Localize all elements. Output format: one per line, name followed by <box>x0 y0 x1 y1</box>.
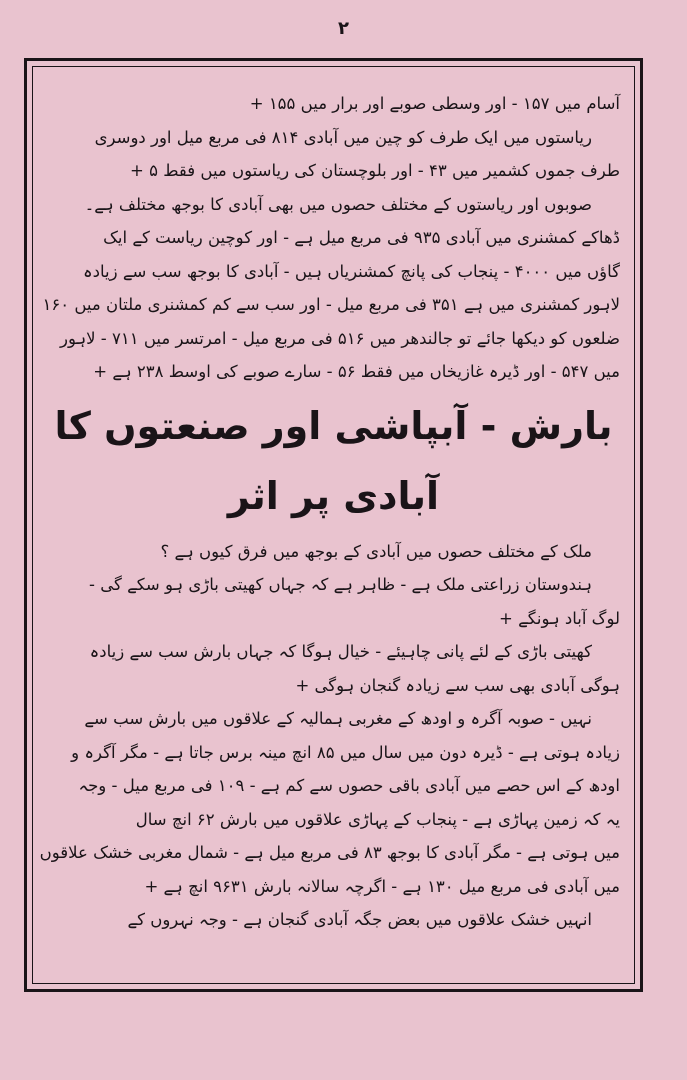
text-line: گاؤں میں ۴۰۰۰ - پنجاب کی پانچ کمشنریاں ہیں - آبادی کا بوجھ سب سے زیادہ <box>83 261 620 281</box>
text-line: کھیتی باڑی کے لئے پانی چاہیئے - خیال ہوگا کہ جہاں بارش سب سے زیادہ <box>89 642 592 661</box>
text-line: میں ہوتی ہے - مگر آبادی کا بوجھ ۸۳ فی مربع میل ہے - شمال مغربی خشک علاقوں <box>39 843 620 862</box>
text-line: طرف جموں کشمیر میں ۴۳ - اور بلوچستان کی ریاستوں میں فقط ۵ + <box>130 161 620 180</box>
text-line: ضلعوں کو دیکھا جائے تو جالندھر میں ۵۱۶ فی مربع میل - امرتسر میں ۷۱۱ - لاہور <box>59 328 620 348</box>
text-line: اودھ کے اس حصے میں آبادی باقی حصوں سے کم ہے - ۱۰۹ فی مربع میل - وجہ <box>78 776 620 795</box>
text-line: یہ کہ زمین پہاڑی ہے - پنجاب کے پہاڑی علاقوں میں بارش ۶۲ انچ سال <box>135 809 620 829</box>
text-line: ملک کے مختلف حصوں میں آبادی کے بوجھ میں فرق کیوں ہے ؟ <box>160 541 592 561</box>
text-line: صوبوں اور ریاستوں کے مختلف حصوں میں بھی آبادی کا بوجھ مختلف ہے۔ <box>84 194 592 214</box>
text-line: لوگ آباد ہونگے + <box>499 608 620 628</box>
text-line: ریاستوں میں ایک طرف کو چین میں آبادی ۸۱۴ فی مربع میل اور دوسری <box>94 127 592 147</box>
page-number: ۲ <box>338 18 349 39</box>
text-line: انہیں خشک علاقوں میں بعض جگہ آبادی گنجان ہے - وجہ نہروں کے <box>127 910 592 929</box>
text-line: میں آبادی فی مربع میل ۱۳۰ ہے - اگرچہ سالانہ بارش ۹۶۳۱ انچ ہے + <box>144 876 620 896</box>
text-line: زیادہ ہوتی ہے - ڈیرہ دون میں سال میں ۸۵ انچ مینہ برس جاتا ہے - مگر آگرہ و <box>71 742 620 762</box>
text-line: لاہور کمشنری میں ہے ۳۵۱ فی مربع میل - اور سب سے کم کمشنری ملتان میں ۱۶۰ <box>42 295 620 314</box>
text-line: آسام میں ۱۵۷ - اور وسطی صوبے اور برار میں ۱۵۵ + <box>249 94 620 113</box>
text-line: ہوگی آبادی بھی سب سے زیادہ گنجان ہوگی + <box>295 675 620 695</box>
page-text-frame <box>32 66 635 984</box>
text-line: نہیں - صوبہ آگرہ و اودھ کے مغربی ہمالیہ کے علاقوں میں بارش سب سے <box>84 709 592 728</box>
text-line: ہندوستان زراعتی ملک ہے - ظاہر ہے کہ جہاں کھیتی باڑی ہو سکے گی - <box>89 575 592 594</box>
text-line: ڈھاکے کمشنری میں آبادی ۹۳۵ فی مربع میل ہے - اور کوچین ریاست کے ایک <box>103 228 620 247</box>
section-heading: بارش - آبپاشی اور صنعتوں کا آبادی پر اثر <box>54 403 613 518</box>
text-line: میں ۵۴۷ - اور ڈیرہ غازیخاں میں فقط ۵۶ - سارے صوبے کی اوسط ۲۳۸ ہے + <box>93 362 620 381</box>
